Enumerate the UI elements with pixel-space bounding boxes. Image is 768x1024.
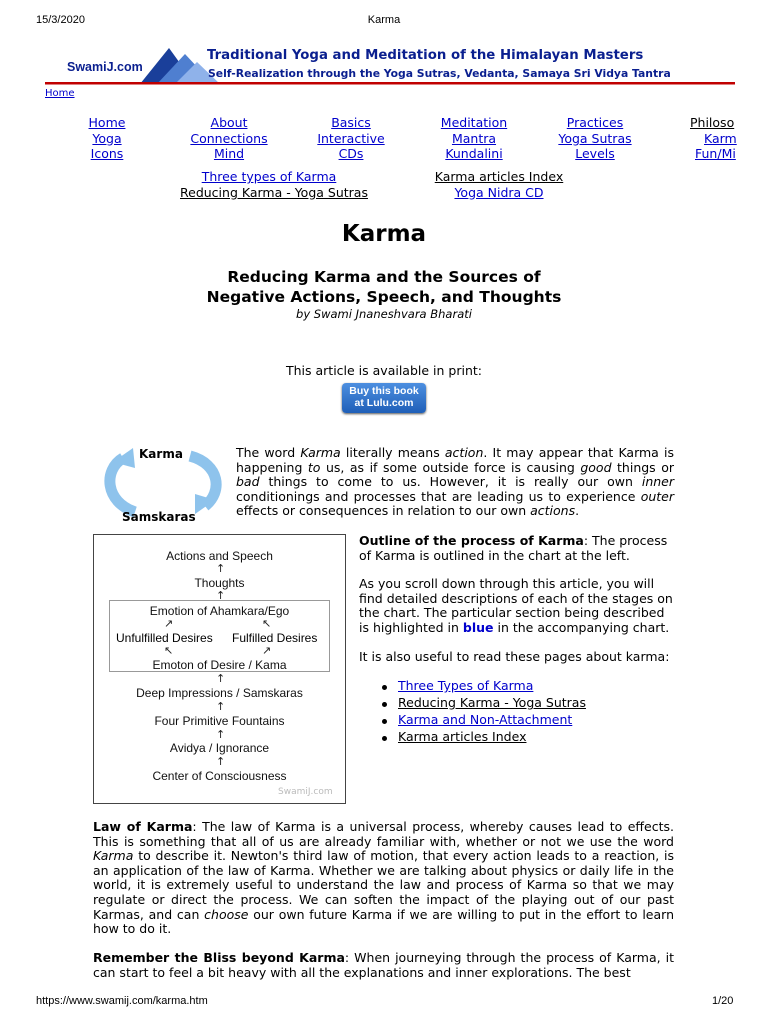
sub-link-three-types[interactable]: Three types of Karma <box>201 169 337 184</box>
subtitle-line-1: Reducing Karma and the Sources of <box>227 268 541 286</box>
banner-headline: Traditional Yoga and Meditation of the Himalayan Masters <box>207 48 644 63</box>
nav-column-4 <box>432 115 516 162</box>
nav-link-practices[interactable]: Practices <box>566 115 624 130</box>
sub-link-articles-index[interactable]: Karma articles Index <box>434 169 564 184</box>
karma-cycle-graphic <box>95 440 230 525</box>
chart-watermark: SwamiJ.com <box>278 787 333 797</box>
print-page-number: 1/20 <box>712 995 734 1007</box>
nav-column-3 <box>311 115 391 162</box>
chart-thoughts: Thoughts <box>194 576 245 590</box>
buy-book-button[interactable] <box>342 383 426 413</box>
chart-center-consciousness: Center of Consciousness <box>152 769 287 783</box>
link-three-types-karma[interactable]: Three Types of Karma <box>398 678 534 694</box>
karma-process-chart <box>93 534 346 804</box>
nav-link-mind[interactable]: Mind <box>213 146 245 161</box>
chart-ahamkara: Emotion of Ahamkara/Ego <box>149 604 290 618</box>
list-item <box>382 730 675 745</box>
nav-link-philosophy[interactable]: Philoso <box>690 115 735 130</box>
nav-link-levels[interactable]: Levels <box>575 146 615 161</box>
breadcrumb-home-link[interactable]: Home <box>45 88 75 99</box>
link-karma-non-attachment[interactable]: Karma and Non-Attachment <box>398 712 573 728</box>
nav-link-cds[interactable]: CDs <box>338 146 364 161</box>
also-paragraph: It is also useful to read these pages about karma: <box>359 648 670 664</box>
print-title: Karma <box>367 14 401 26</box>
page-title: Karma <box>341 221 427 247</box>
chart-samskaras: Deep Impressions / Samskaras <box>136 686 303 700</box>
chart-desire-kama: Emoton of Desire / Kama <box>152 658 287 672</box>
list-item <box>382 713 675 728</box>
link-karma-articles-index[interactable]: Karma articles Index <box>398 729 527 745</box>
karma-links-list <box>382 679 675 745</box>
up-arrow-icon: ↑ <box>216 728 226 741</box>
nav-link-kundalini[interactable]: Kundalini <box>445 146 503 161</box>
sub-link-yoga-nidra[interactable]: Yoga Nidra CD <box>454 184 544 200</box>
nav-column-6-clip <box>690 115 768 163</box>
nav-column-6 <box>690 115 768 162</box>
cycle-label-karma: Karma <box>139 447 183 461</box>
up-arrow-icon: ↑ <box>216 755 226 768</box>
bliss-paragraph: Remember the Bliss beyond Karma: When journeying through the process of Karma, it can start to feel a bit heavy with all the explanations and inner explorations. The best <box>93 950 674 980</box>
sub-links-left <box>180 169 368 200</box>
up-arrow-icon: ↑ <box>216 672 226 685</box>
nav-link-yoga[interactable]: Yoga <box>92 130 122 146</box>
intro-paragraph: The word Karma literally means action. It may appear that Karma is happening to us, as if some outside force is causing good things or bad things to come to us. However, it is really our own inner conditionings and processes that are leading us to experience outer effects or consequences in relation to our own actions. <box>236 445 675 519</box>
buy-book-line-2: at Lulu.com <box>354 396 414 409</box>
link-reducing-karma[interactable]: Reducing Karma - Yoga Sutras <box>398 695 586 711</box>
sub-link-reducing[interactable]: Reducing Karma - Yoga Sutras <box>180 184 368 200</box>
print-date: 15/3/2020 <box>36 14 85 26</box>
banner-tagline: Self-Realization through the Yoga Sutras, Vedanta, Samaya Sri Vidya Tantra <box>208 67 671 80</box>
logo-text: SwamiJ.com <box>67 60 143 74</box>
diagonal-arrow-icon: ↖ <box>262 617 272 630</box>
list-item <box>382 696 675 711</box>
nav-link-home[interactable]: Home <box>88 115 126 130</box>
scroll-paragraph: As you scroll down through this article, you will find detailed descriptions of each of the stages on the chart. The particular section being described is highlighted in blue in the accompanying chart. <box>359 576 673 635</box>
buy-book-line-1: Buy this book <box>349 385 419 397</box>
nav-link-karma[interactable]: Karm <box>704 130 737 146</box>
up-arrow-icon: ↑ <box>216 562 226 575</box>
nav-link-mantra[interactable]: Mantra <box>451 130 497 146</box>
nav-column-2 <box>185 115 273 162</box>
nav-link-about[interactable]: About <box>210 115 248 130</box>
nav-link-meditation[interactable]: Meditation <box>440 115 508 130</box>
nav-column-1 <box>82 115 132 162</box>
nav-link-yoga-sutras[interactable]: Yoga Sutras <box>558 130 632 146</box>
nav-column-5 <box>555 115 635 162</box>
nav-link-icons[interactable]: Icons <box>90 146 124 161</box>
outline-section <box>359 534 675 747</box>
byline: by Swami Jnaneshvara Bharati <box>296 307 472 321</box>
diagonal-arrow-icon: ↖ <box>164 644 174 657</box>
nav-link-basics[interactable]: Basics <box>331 115 371 130</box>
diagonal-arrow-icon: ↗ <box>262 644 272 657</box>
up-arrow-icon: ↑ <box>216 700 226 713</box>
up-arrow-icon: ↑ <box>216 589 226 602</box>
list-item <box>382 679 675 694</box>
print-note: This article is available in print: <box>285 363 482 378</box>
cycle-label-samskaras: Samskaras <box>122 510 196 524</box>
chart-fulfilled: Fulfilled Desires <box>232 631 318 645</box>
page-subtitle <box>0 267 768 307</box>
site-banner[interactable] <box>45 44 735 86</box>
diagonal-arrow-icon: ↗ <box>164 617 174 630</box>
nav-link-fun[interactable]: Fun/Mi <box>695 146 736 161</box>
law-of-karma-paragraph: Law of Karma: The law of Karma is a universal process, whereby causes lead to effects. This is something that all of us are already familiar with, whether or not we use the word Karma to describe it. Newton's third law of motion, that every action leads to a reaction, is an application of the law of Karma. Whether we are talking about physics or daily life in the world, it is extremely useful to understand the law and process of Karma so that we may regulate or direct the process. We can soften the impact of the playing out of our past Karmas, and can choose our own future Karma if we are willing to put in the effort to learn how to do it. <box>93 819 675 937</box>
print-url: https://www.swamij.com/karma.htm <box>36 995 208 1007</box>
sub-links-right <box>434 169 564 200</box>
chart-four-fountains: Four Primitive Fountains <box>154 714 285 728</box>
nav-link-interactive[interactable]: Interactive <box>317 130 385 146</box>
outline-paragraph: Outline of the process of Karma: The process of Karma is outlined in the chart at the left. <box>359 533 668 563</box>
subtitle-line-2: Negative Actions, Speech, and Thoughts <box>206 288 562 306</box>
chart-unfulfilled: Unfulfilled Desires <box>116 631 213 645</box>
chart-actions-speech: Actions and Speech <box>166 549 273 563</box>
nav-link-connections[interactable]: Connections <box>190 130 268 146</box>
chart-avidya: Avidya / Ignorance <box>169 741 270 755</box>
